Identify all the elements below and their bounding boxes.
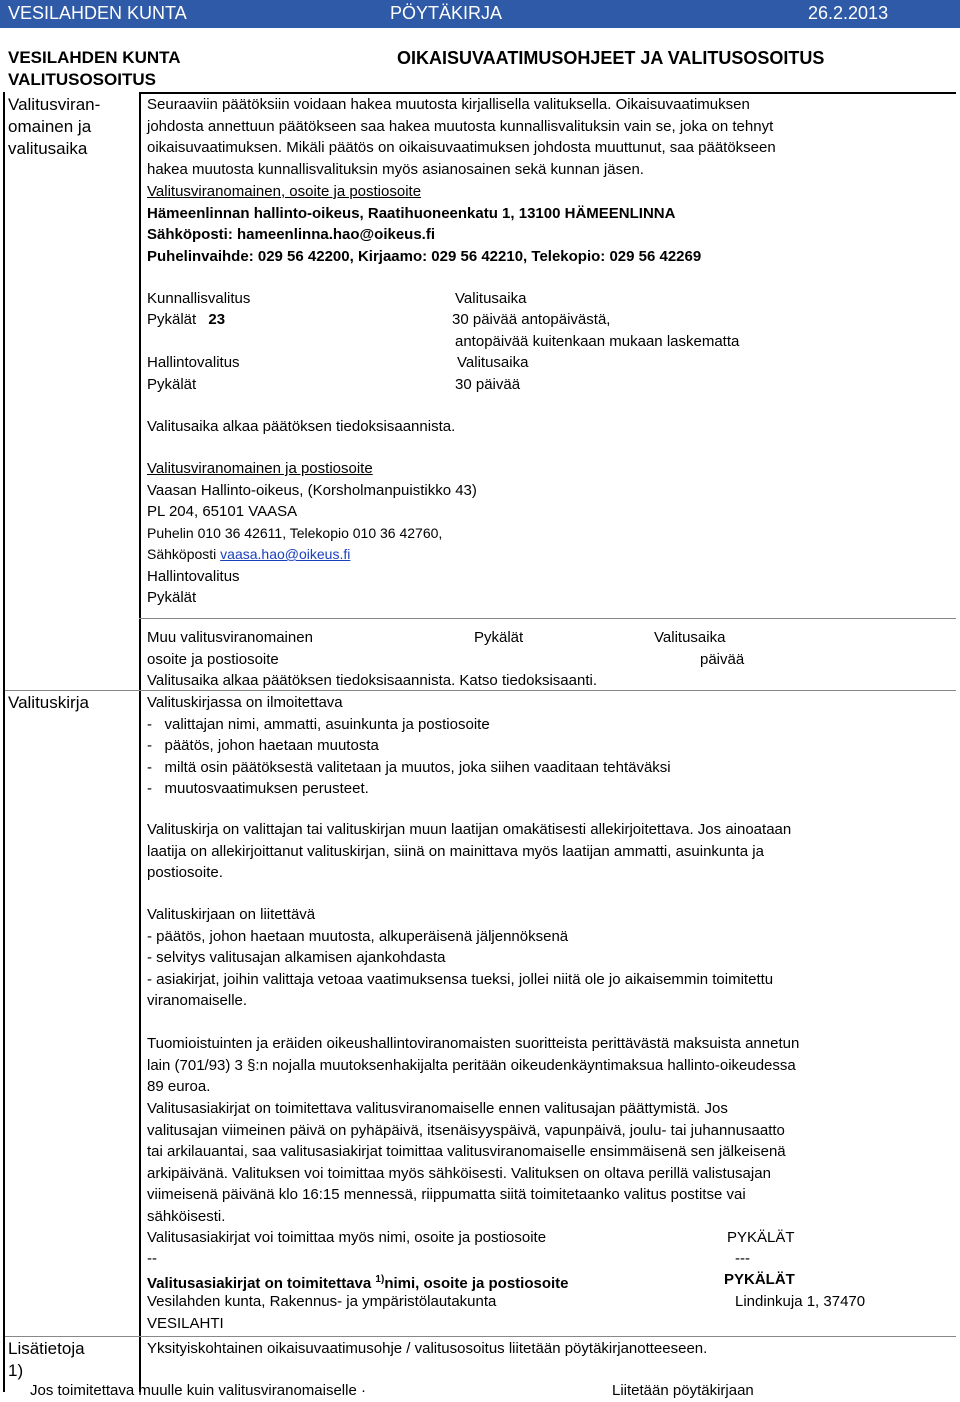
must-deliver-text-b: nimi, osoite ja postiosoite	[384, 1275, 569, 1292]
header-bar	[0, 0, 960, 28]
left-border	[3, 92, 5, 1392]
delivery-paragraph	[147, 1098, 786, 1227]
authority-2-hallintovalitus: Hallintovalitus	[147, 567, 240, 585]
list-item-text: miltä osin päätöksestä valitetaan ja muutos, joka siihen vaaditaan tehtäväksi	[164, 758, 671, 776]
text-line: johdosta annettuun päätökseen saa hakea muutosta kunnallisvalituksin vain se, joka on tehnyt	[147, 117, 774, 135]
text-line: hakea muutosta kunnallisvalituksin myös asianosainen sekä kunnan jäsen.	[147, 160, 644, 178]
text-line: oikaisuvaatimuksen. Mikäli päätös on oikaisuvaatimuksen johdosta muuttunut, saa päätökseen	[147, 139, 776, 156]
header-date: 26.2.2013	[808, 3, 889, 23]
other-delivery-line: Valitusasiakirjat voi toimittaa myös nimi, osoite ja postiosoite	[147, 1229, 547, 1246]
pykalat-value: 23	[208, 311, 226, 328]
other-delivery-pykalat: PYKÄLÄT	[727, 1229, 795, 1246]
attachments-paragraph	[147, 904, 773, 1012]
lisatietoja-text: Yksityiskohtainen oikaisuvaatimusohje / valitusosoitus liitetään pöytäkirjanotteeseen.	[147, 1340, 708, 1357]
label-lisatietoja: Lisätietoja	[8, 1339, 85, 1358]
text-line: Valituskirja on valittajan tai valituskirjan muun laatijan omakätisesti allekirjoitettava. Jos ainoataan	[147, 821, 792, 838]
label-footnote-mark: 1)	[8, 1361, 24, 1380]
footer-left: Jos toimitettava muulle kuin valitusviranomaiselle ·	[30, 1382, 366, 1399]
fee-paragraph	[147, 1033, 799, 1098]
footer-right: Liitetään pöytäkirjaan	[612, 1382, 754, 1399]
authority-2-po: PL 204, 65101 VAASA	[147, 503, 298, 520]
text-line: 89 euroa.	[147, 1078, 211, 1095]
text-line: tai arkilauantai, saa valitusasiakirjat toimittaa valitusviranomaiselle ensimmäisenä sen jälkeisenä	[147, 1143, 786, 1160]
address-line-1: Vesilahden kunta, Rakennus- ja ympäristölautakunta	[147, 1293, 497, 1310]
authority-2-pykalat: Pykälät	[147, 589, 197, 606]
intro-paragraph	[147, 94, 776, 180]
hallintovalitus-label: Hallintovalitus	[147, 354, 240, 371]
other-delivery-dash-right: ---	[735, 1250, 750, 1267]
pykalat-row	[147, 309, 225, 331]
signature-paragraph	[147, 819, 791, 884]
authority-1-name: Hämeenlinnan hallinto-oikeus, Raatihuoneenkatu 1, 13100 HÄMEENLINNA	[147, 204, 676, 222]
authority-2	[147, 458, 477, 609]
must-deliver-pykalat: PYKÄLÄT	[724, 1271, 795, 1288]
days-1-note: antopäivää kuitenkaan mukaan laskematta	[455, 333, 740, 350]
list-item-text: valittajan nimi, ammatti, asuinkunta ja postiosoite	[164, 715, 490, 733]
valitusaika-label-2: Valitusaika	[457, 354, 529, 371]
pykalat-label: Pykälät	[147, 311, 197, 328]
authority-1-email: Sähköposti: hameenlinna.hao@oikeus.fi	[147, 226, 436, 243]
section-rule	[5, 690, 956, 691]
section-rule	[139, 618, 956, 619]
address-line-2: VESILAHTI	[147, 1315, 224, 1332]
other-col3: Valitusaika	[654, 629, 726, 646]
list-item-text: päätös, johon haetaan muutosta	[164, 737, 379, 754]
text-line: viimeisenä päivänä klo 16:15 mennessä, riippumatta siitä toimitetaanko valitus postitse vai	[147, 1186, 746, 1203]
email-link[interactable]: vaasa.hao@oikeus.fi	[220, 546, 351, 562]
attachments-heading: Valituskirjaan on liitettävä	[147, 906, 316, 923]
authority-2-email-row	[147, 544, 477, 566]
authority-2-phone: Puhelin 010 36 42611, Telekopio 010 36 42760,	[147, 524, 443, 541]
section-rule	[5, 1336, 956, 1337]
valituskirja-section	[147, 692, 671, 800]
text-line: viranomaiselle.	[147, 992, 248, 1009]
list-item: - valittajan nimi, ammatti, asuinkunta ja postiosoite	[147, 715, 490, 733]
authority-1-heading: Valitusviranomainen, osoite ja postiosoite	[147, 183, 422, 200]
column-divider	[139, 92, 141, 1392]
text-line: Tuomioistuinten ja eräiden oikeushallintoviranomaisten suoritteista perittävästä maksuista annetun	[147, 1035, 800, 1052]
text-line: Valitusasiakirjat on toimitettava valitusviranomaiselle ennen valitusajan päättymistä. Jos	[147, 1100, 728, 1117]
other-row2-col1: osoite ja postiosoite	[147, 651, 279, 668]
label-line: valitusaika	[8, 139, 88, 158]
title-section: VALITUSOSOITUS	[8, 70, 156, 89]
kunnallisvalitus-label: Kunnallisvalitus	[147, 290, 251, 307]
address-right: Lindinkuja 1, 37470	[735, 1293, 866, 1310]
authority-1-phone: Puhelinvaihde: 029 56 42200, Kirjaamo: 029 56 42210, Telekopio: 029 56 42269	[147, 247, 702, 265]
days-1: 30 päivää antopäivästä,	[452, 311, 611, 328]
text-line: laatija on allekirjoittanut valituskirjan, siinä on mainittava myös laatijan ammatti, asuinkunta ja	[147, 842, 764, 860]
label-authority	[8, 94, 100, 160]
list-item: - miltä osin päätöksestä valitetaan ja muutos, joka siihen vaaditaan tehtäväksi	[147, 758, 671, 776]
other-col2: Pykälät	[474, 629, 524, 646]
authority-1	[147, 181, 701, 267]
pykalat-label-2: Pykälät	[147, 376, 197, 393]
text-line: valitusajan viimeinen päivä on pyhäpäivä, itsenäisyyspäivä, vapunpäivä, joulu- tai juhannusaatto	[147, 1121, 785, 1139]
other-note: Valitusaika alkaa päätöksen tiedoksisaannista. Katso tiedoksisaanti.	[147, 672, 597, 689]
text-line: sähköisesti.	[147, 1207, 226, 1225]
text-line: arkipäivänä. Valituksen voi toimittaa myös sähköisesti. Valituksen on oltava perillä valistusajan	[147, 1164, 771, 1182]
other-row2-col3: päivää	[700, 651, 745, 668]
authority-2-name: Vaasan Hallinto-oikeus, (Korsholmanpuistikko 43)	[147, 481, 477, 499]
text-line: - päätös, johon haetaan muutosta, alkuperäisenä jäljennöksenä	[147, 927, 569, 945]
days-2: 30 päivää	[455, 376, 521, 393]
authority-2-heading: Valitusviranomainen ja postiosoite	[147, 460, 373, 477]
label-line: Valitusviran-	[8, 95, 101, 114]
valitusaika-note: Valitusaika alkaa päätöksen tiedoksisaannista.	[147, 418, 456, 435]
header-org: VESILAHDEN KUNTA	[8, 3, 187, 23]
valitusaika-label-1: Valitusaika	[455, 290, 527, 307]
footnote-sup: 1)	[375, 1274, 385, 1285]
must-deliver-text: Valitusasiakirjat on toimitettava	[147, 1275, 372, 1292]
other-delivery-dash-left: --	[147, 1250, 157, 1267]
label-valituskirja: Valituskirja	[8, 693, 89, 712]
valituskirja-heading: Valituskirjassa on ilmoitettava	[147, 694, 343, 711]
header-doc-type: PÖYTÄKIRJA	[390, 3, 503, 23]
text-line: lain (701/93) 3 §:n nojalla muutoksenhakijalta peritään oikeudenkäyntimaksua hallinto-oikeudessa	[147, 1056, 796, 1074]
list-item: - päätös, johon haetaan muutosta	[147, 737, 379, 754]
text-line: Seuraaviin päätöksiin voidaan hakea muutosta kirjallisella valituksella. Oikaisuvaatimuksen	[147, 96, 750, 113]
text-line: - selvitys valitusajan alkamisen ajankohdasta	[147, 949, 446, 966]
label-line: omainen ja	[8, 117, 92, 136]
email-label: Sähköposti	[147, 546, 217, 562]
text-line: - asiakirjat, joihin valittaja vetoaa vaatimuksensa tueksi, jollei niitä ole jo aikaisemmin toimitettu	[147, 970, 774, 988]
title-main: OIKAISUVAATIMUSOHJEET JA VALITUSOSOITUS	[397, 48, 825, 68]
list-item: - muutosvaatimuksen perusteet.	[147, 780, 369, 797]
other-col1: Muu valitusviranomainen	[147, 629, 313, 646]
text-line: postiosoite.	[147, 864, 223, 881]
title-org: VESILAHDEN KUNTA	[8, 48, 181, 67]
list-item-text: muutosvaatimuksen perusteet.	[164, 780, 369, 797]
